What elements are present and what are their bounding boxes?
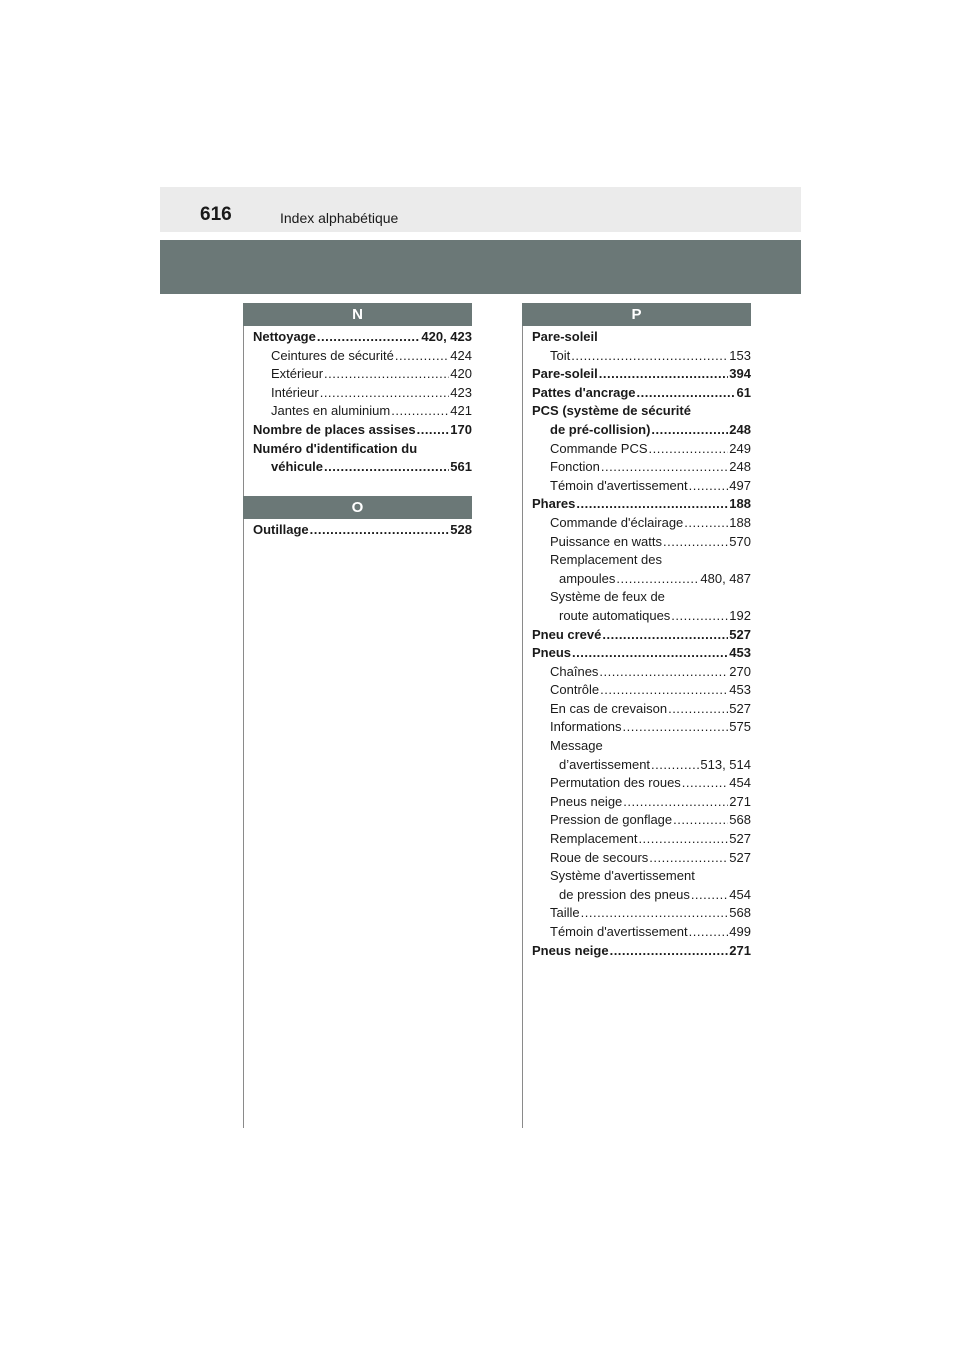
dot-leader [571, 347, 728, 366]
entry-term: Remplacement [550, 831, 638, 847]
entry-page-ref: 421 [450, 403, 472, 419]
entry-page-ref: 153 [729, 347, 751, 363]
entry-term: PCS (système de sécurité [532, 403, 691, 419]
entry-page-ref: 454 [729, 775, 751, 791]
entry-term: Système d'avertissement [550, 868, 695, 884]
entry-page-ref: 561 [450, 459, 472, 475]
entry-page-ref: 575 [729, 719, 751, 735]
entry-page-ref: 248 [729, 459, 751, 475]
dot-leader [663, 533, 728, 552]
entry-term: Commande d'éclairage [550, 514, 684, 530]
entry-term: Contrôle [550, 682, 600, 698]
entry-page-ref: 423 [450, 384, 472, 400]
entry-term: Roue de secours [550, 849, 649, 865]
dot-leader [684, 514, 728, 533]
entry-page-ref: 527 [729, 849, 751, 865]
index-entry [253, 365, 472, 384]
entry-term: de pression des pneus [559, 886, 690, 902]
index-entry [532, 700, 751, 719]
dot-leader [310, 521, 450, 540]
index-entry [253, 328, 472, 347]
entry-page-ref: 499 [729, 924, 751, 939]
index-entry [532, 737, 751, 756]
dot-leader [600, 681, 728, 700]
dot-leader [671, 607, 728, 626]
entry-page-ref: 480, 487 [700, 570, 751, 586]
dot-leader [599, 365, 729, 384]
entry-term: de pré-collision) [550, 421, 651, 437]
index-entry [532, 551, 751, 570]
index-entry [253, 347, 472, 366]
chapter-title: Index alphabétique [280, 210, 399, 226]
column-divider-left [243, 326, 244, 1128]
entry-term: Phares [532, 496, 576, 512]
section-header-p: P [522, 303, 751, 326]
entry-term: Chaînes [550, 663, 599, 679]
entry-term: Pneus [532, 645, 572, 661]
entry-term: Nettoyage [253, 329, 316, 344]
entry-term: Ceintures de sécurité [271, 347, 394, 363]
entry-term: Pneus neige [532, 942, 609, 958]
entry-term: Témoin d'avertissement [550, 477, 688, 493]
entry-page-ref: 424 [450, 347, 472, 363]
entry-term: Intérieur [271, 384, 319, 400]
dot-leader [576, 495, 728, 514]
index-entry [532, 886, 751, 905]
entry-page-ref: 513, 514 [700, 756, 751, 772]
index-entry [532, 793, 751, 812]
header-band [160, 187, 801, 232]
entry-term: d’avertissement [559, 756, 651, 772]
index-entry [532, 904, 751, 923]
dot-leader [320, 384, 450, 403]
entry-page-ref: 454 [729, 886, 751, 902]
section-o-entries [253, 521, 472, 540]
entry-page-ref: 248 [729, 421, 751, 437]
entry-term: Pression de gonflage [550, 812, 673, 828]
index-entry [532, 756, 751, 775]
index-entry [253, 402, 472, 421]
entry-page-ref: 420, 423 [421, 329, 472, 344]
dot-leader [638, 830, 728, 849]
entry-term: route automatiques [559, 607, 671, 623]
entry-page-ref: 453 [729, 645, 751, 661]
entry-term: Pare-soleil [532, 329, 598, 344]
entry-term: Fonction [550, 459, 600, 475]
entry-page-ref: 61 [736, 384, 751, 400]
entry-term: Message [550, 738, 603, 754]
dot-leader [637, 384, 736, 403]
index-entry [532, 514, 751, 533]
dot-leader [395, 347, 449, 366]
index-entry [532, 458, 751, 477]
dot-leader [651, 756, 699, 775]
index-entry [532, 477, 751, 496]
entry-term: Jantes en aluminium [271, 403, 391, 419]
dot-leader [651, 421, 728, 440]
index-entry [532, 663, 751, 682]
entry-term: Commande PCS [550, 440, 648, 456]
index-entry [532, 495, 751, 514]
dot-leader [572, 644, 728, 663]
entry-page-ref: 188 [729, 496, 751, 512]
dot-leader [324, 458, 449, 477]
index-entry [532, 533, 751, 552]
index-entry [532, 923, 751, 942]
index-entry [253, 521, 472, 540]
dot-leader [324, 365, 449, 384]
entry-page-ref: 192 [729, 607, 751, 623]
index-entry [532, 830, 751, 849]
column-divider-right [522, 326, 523, 1128]
index-entry [253, 440, 472, 459]
entry-page-ref: 270 [729, 663, 751, 679]
index-entry [532, 328, 751, 347]
entry-term: Témoin d'avertissement [550, 924, 688, 939]
entry-page-ref: 453 [729, 682, 751, 698]
index-entry [532, 588, 751, 607]
entry-term: Extérieur [271, 366, 324, 382]
index-entry [532, 384, 751, 403]
entry-page-ref: 568 [729, 812, 751, 828]
index-entry [532, 421, 751, 440]
index-entry [532, 626, 751, 645]
entry-page-ref: 394 [729, 366, 751, 382]
dot-leader [610, 942, 729, 961]
dot-leader [682, 774, 729, 793]
index-entry [532, 811, 751, 830]
entry-term: véhicule [271, 459, 324, 475]
entry-page-ref: 271 [729, 793, 751, 809]
dot-leader [581, 904, 729, 923]
dot-leader [616, 570, 699, 589]
entry-term: Toit [550, 347, 571, 363]
dot-leader [689, 923, 729, 942]
entry-term: Pneus neige [550, 793, 623, 809]
entry-page-ref: 570 [729, 533, 751, 549]
entry-page-ref: 527 [729, 700, 751, 716]
entry-term: Permutation des roues [550, 775, 681, 791]
entry-term: ampoules [559, 570, 616, 586]
index-entry [532, 942, 751, 961]
entry-term: Pneu crevé [532, 626, 602, 642]
index-entry [253, 458, 472, 477]
entry-term: Puissance en watts [550, 533, 663, 549]
dot-leader [691, 886, 728, 905]
entry-term: Remplacement des [550, 552, 662, 568]
entry-page-ref: 568 [729, 905, 751, 921]
entry-page-ref: 271 [729, 942, 751, 958]
dot-leader [391, 402, 449, 421]
entry-page-ref: 420 [450, 366, 472, 382]
page-number: 616 [200, 204, 232, 225]
dot-leader [668, 700, 728, 719]
entry-page-ref: 170 [450, 421, 472, 437]
index-entry [532, 440, 751, 459]
dot-leader [623, 793, 728, 812]
dot-leader [623, 718, 729, 737]
entry-page-ref: 528 [450, 522, 472, 537]
index-entry [532, 644, 751, 663]
entry-term: Pare-soleil [532, 366, 598, 382]
index-entry [532, 402, 751, 421]
entry-term: Numéro d'identification du [253, 440, 418, 456]
section-header-o: O [243, 496, 472, 519]
entry-page-ref: 527 [729, 831, 751, 847]
section-header-n: N [243, 303, 472, 326]
dot-leader [602, 626, 728, 645]
index-entry [532, 570, 751, 589]
index-entry [532, 365, 751, 384]
dot-leader [689, 477, 729, 496]
dot-leader [417, 421, 450, 440]
index-entry [532, 347, 751, 366]
entry-term: Taille [550, 905, 580, 921]
entry-page-ref: 497 [729, 477, 751, 493]
dot-leader [601, 458, 728, 477]
dot-leader [649, 440, 729, 459]
index-entry [532, 607, 751, 626]
index-entry [253, 421, 472, 440]
entry-term: Pattes d'ancrage [532, 384, 636, 400]
dot-leader [649, 849, 728, 868]
index-entry [532, 849, 751, 868]
dot-leader [673, 811, 728, 830]
decorative-band [160, 240, 801, 294]
index-entry [253, 384, 472, 403]
entry-term: Système de feux de [550, 589, 665, 605]
entry-term: Outillage [253, 522, 309, 537]
entry-term: Nombre de places assises [253, 421, 416, 437]
section-p-entries [532, 328, 751, 960]
section-n-entries [253, 328, 472, 477]
entry-page-ref: 249 [729, 440, 751, 456]
entry-page-ref: 527 [729, 626, 751, 642]
dot-leader [599, 663, 728, 682]
entry-term: En cas de crevaison [550, 700, 668, 716]
index-entry [532, 774, 751, 793]
index-entry [532, 718, 751, 737]
dot-leader [317, 328, 421, 347]
entry-page-ref: 188 [729, 514, 751, 530]
index-entry [532, 681, 751, 700]
index-entry [532, 867, 751, 886]
entry-term: Informations [550, 719, 622, 735]
